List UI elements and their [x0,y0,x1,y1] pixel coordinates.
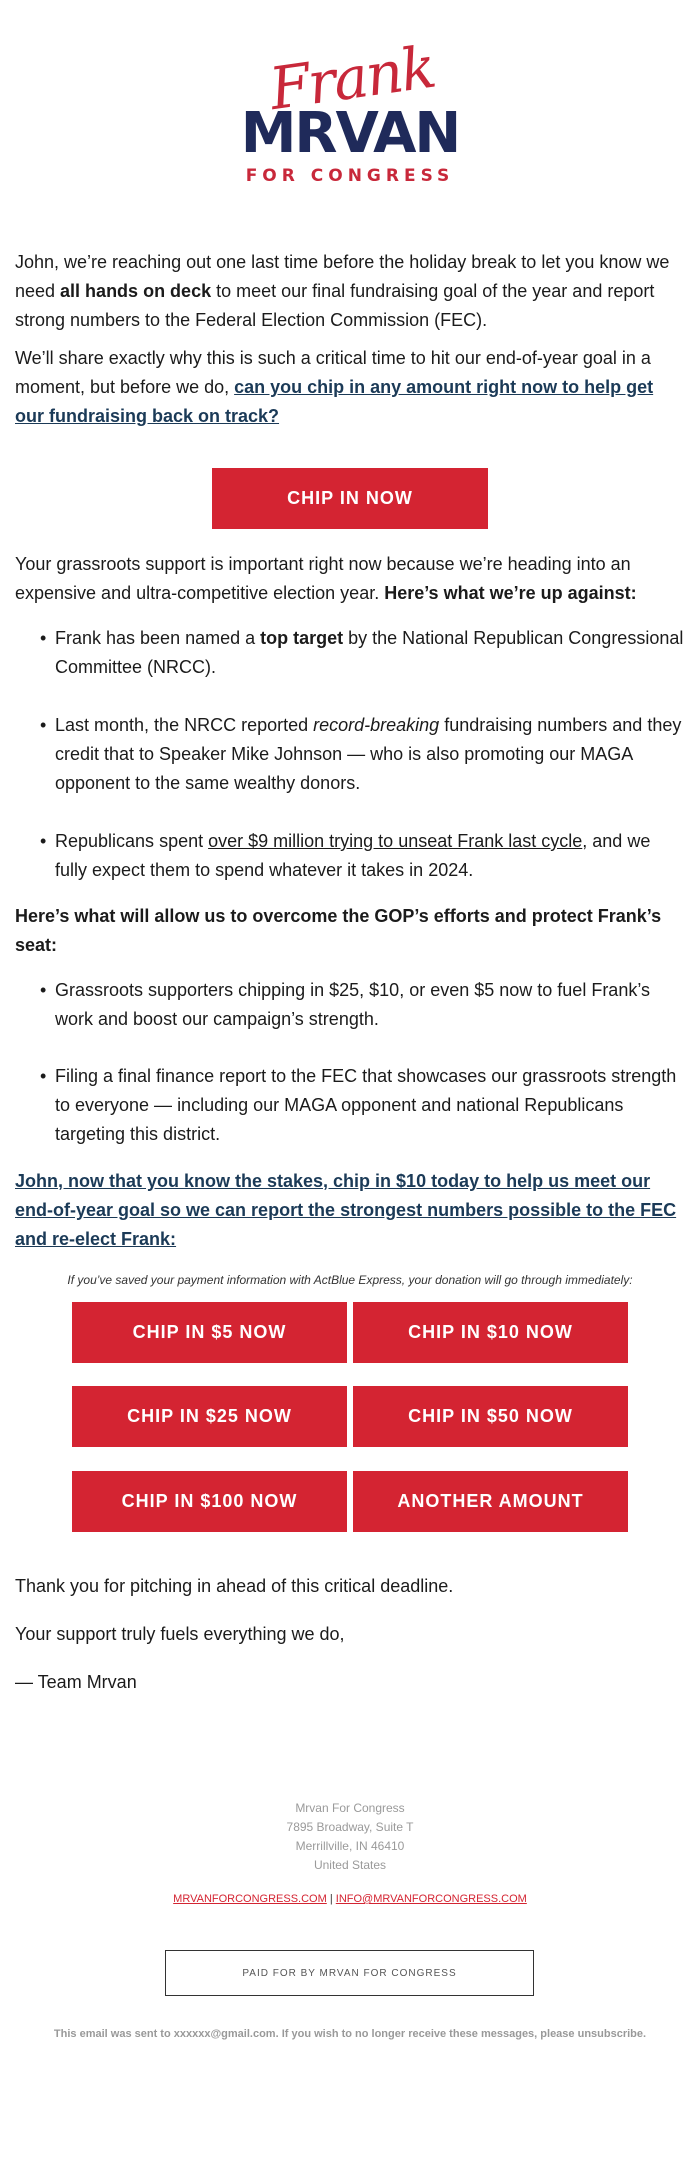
actblue-note: If you’ve saved your payment information with ActBlue Express, your donation will go through immediately: [67,1273,633,1287]
footer-links: MRVANFORCONGRESS.COM | INFO@MRVANFORCONGRESS.COM [173,1893,527,1905]
chip-in-10-link[interactable]: John, now that you know the stakes, chip in $10 today to help us meet our end-of-year goal so we can report the strongest numbers possible to the FEC and re-elect Frank: [15,1171,677,1249]
chip-in-25-button[interactable]: CHIP IN $25 NOW [72,1386,347,1447]
another-amount-button[interactable]: ANOTHER AMOUNT [353,1471,628,1532]
list-item: Last month, the NRCC reported record-breaking fundraising numbers and they credit that to Speaker Mike Johnson — who is also promoting our MAGA opponent to the same wealthy donors. [55,715,682,793]
chip-in-100-button[interactable]: CHIP IN $100 NOW [72,1471,347,1532]
chip-in-now-button[interactable]: CHIP IN NOW [212,468,488,529]
bullet-dot: • [40,1066,47,1086]
recipient-email: xxxxxx@gmail.com [173,2028,276,2040]
chip-in-10-button[interactable]: CHIP IN $10 NOW [353,1302,628,1363]
overcome-heading: Here’s what will allow us to overcome the GOP’s efforts and protect Frank’s seat: [15,906,662,955]
chip-in-any-amount-link[interactable]: can you chip in any amount right now to help get our fundraising back on track? [15,377,654,426]
footer-street: 7895 Broadway, Suite T [286,1820,414,1834]
emphasis-all-hands: all hands on deck [60,281,212,301]
closing-support: Your support truly fuels everything we do, [15,1624,345,1644]
intro-paragraph-2: We’ll share exactly why this is such a critical time to hit our end-of-year goal in a moment, but before we do, can you chip in any amount right now to help get our fundraising back on track? [15,348,654,426]
sent-to-notice: This email was sent to xxxxxx@gmail.com. If you wish to no longer receive these messages, please unsubscribe. [53,2028,647,2040]
logo-tagline: FOR CONGRESS [245,166,455,186]
grassroots-paragraph: Your grassroots support is important right now because we’re heading into an expensive and ultra-competitive election year. Here’s what we’re up against: [15,554,637,603]
footer-country: United States [313,1858,387,1872]
campaign-logo [237,32,463,200]
closing-thanks: Thank you for pitching in ahead of this critical deadline. [15,1576,454,1596]
unsubscribe-link[interactable]: unsubscribe [577,2028,644,2040]
chip-in-50-button[interactable]: CHIP IN $50 NOW [353,1386,628,1447]
paid-for-by-box: PAID FOR BY MRVAN FOR CONGRESS [165,1950,534,1996]
list-item: Republicans spent over $9 million trying to unseat Frank last cycle, and we fully expect them to spend whatever it takes in 2024. [55,831,651,880]
intro-paragraph-1: John, we’re reaching out one last time before the holiday break to let you know we need all hands on deck to meet our final fundraising goal of the year and report strong numbers to the Federal Election Commission (FEC). [15,252,670,330]
list-item: Filing a final finance report to the FEC that showcases our grassroots strength to everyone — including our MAGA opponent and national Republicans targeting this district. [55,1066,677,1144]
bullet-dot: • [40,831,47,851]
signature: — Team Mrvan [15,1672,137,1692]
footer-org: Mrvan For Congress [295,1801,405,1815]
logo-script-name: Frank [265,32,439,124]
chip-in-5-button[interactable]: CHIP IN $5 NOW [72,1302,347,1363]
stakes-paragraph [15,1167,685,1254]
website-link[interactable]: MRVANFORCONGRESS.COM [173,1893,327,1905]
bullet-dot: • [40,715,47,735]
email-link[interactable]: INFO@MRVANFORCONGRESS.COM [335,1893,527,1905]
list-item: Grassroots supporters chipping in $25, $10, or even $5 now to fuel Frank’s work and boost our campaign’s strength. [55,980,651,1029]
logo-surname: MRVAN [240,101,460,166]
nine-million-link[interactable]: over $9 million trying to unseat Frank last cycle [208,831,583,851]
footer-city: Merrillville, IN 46410 [295,1839,405,1853]
bullet-dot: • [40,980,47,1000]
up-against-heading: Here’s what we’re up against: [384,583,637,603]
bullet-dot: • [40,628,47,648]
list-item: Frank has been named a top target by the National Republican Congressional Committee (NRCC). [55,628,684,677]
